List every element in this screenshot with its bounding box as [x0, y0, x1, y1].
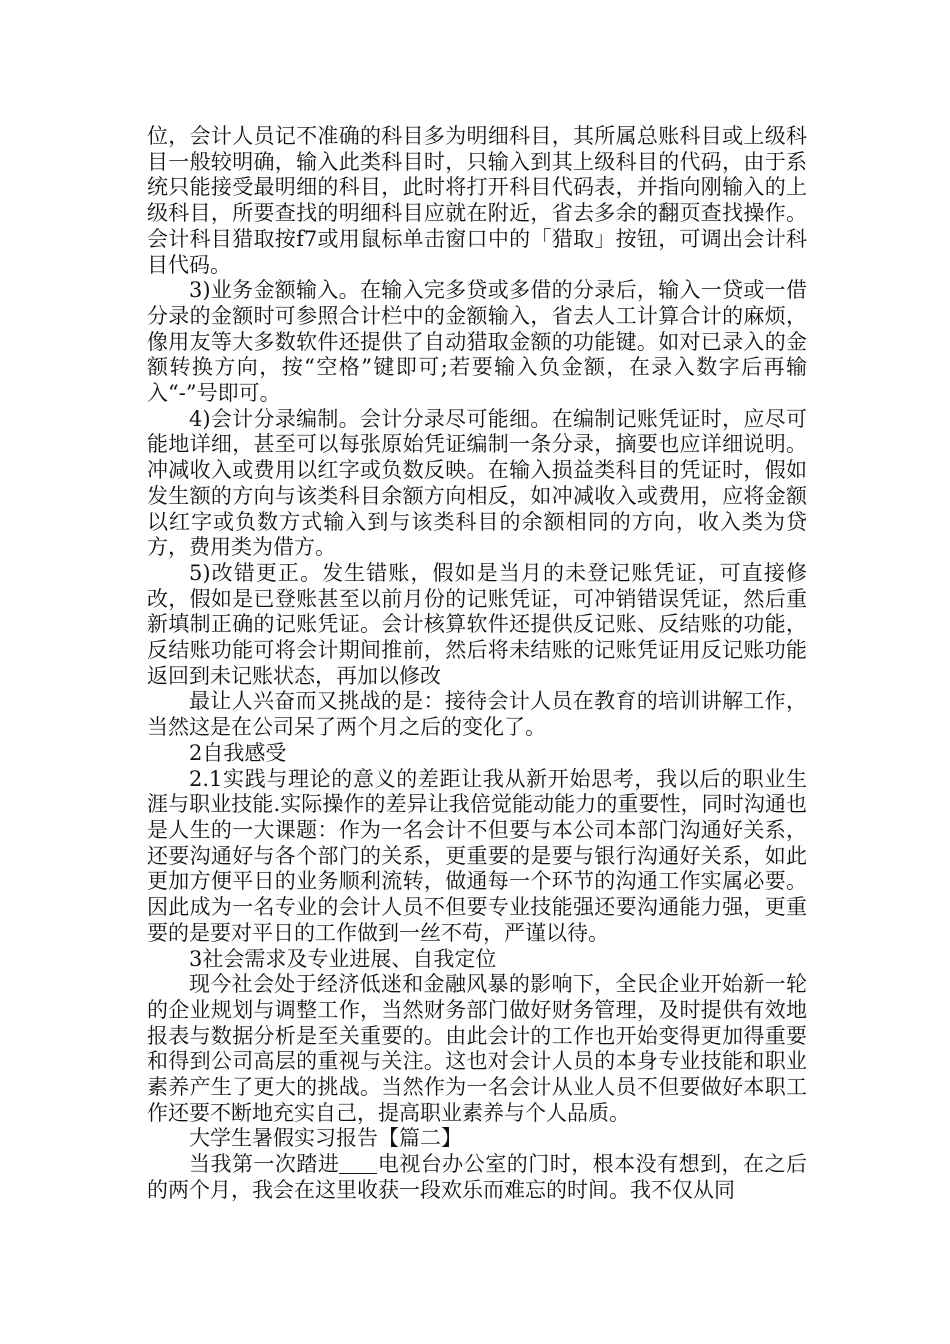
heading-report-part-two: 大学生暑假实习报告【篇二】	[189, 1126, 462, 1151]
paragraph-social-context: 现今社会处于经济低迷和金融风暴的影响下，全民企业开始新一轮的企业规划与调整工作，当然财务部门做好财务管理，及时提供有效地报表与数据分析是至关重要的。由此会计的工作也开始变得更加得重要和得到公司高层的重视与关注。这也对会计人员的本身专业技能和职业素养产生了更大的挑战。当然作为一名会计从业人员不但要做好本职工作还要不断地充实自己，提高职业素养与个人品质。	[147, 972, 807, 1125]
paragraph-challenge: 最让人兴奋而又挑战的是：接待会计人员在教育的培训讲解工作，当然这是在公司呆了两个月之后的变化了。	[147, 689, 807, 740]
heading-self-reflection: 2自我感受	[189, 740, 287, 765]
paragraph-subject-input: 位，会计人员记不准确的科目多为明细科目，其所属总账科目或上级科目一般较明确，输入此类科目时，只输入到其上级科目的代码，由于系统只能接受最明细的科目，此时将打开科目代码表，并指向刚输入的上级科目，所要查找的明细科目应就在附近，省去多余的翻页查找操作。会计科目猎取按f7或用鼠标单击窗口中的「猎取」按钮，可调出会计科目代码。	[147, 124, 807, 277]
paragraph-tv-station	[147, 1152, 807, 1203]
paragraph-amount-input: 3)业务金额输入。在输入完多贷或多借的分录后，输入一贷或一借分录的金额时可参照合计栏中的金额输入，省去人工计算合计的麻烦，像用友等大多数软件还提供了自动猎取金额的功能键。如对已录入的金额转换方向，按“空格”键即可;若要输入负金额，在录入数字后再输入“-”号即可。	[147, 278, 807, 406]
tv-station-text-start: 当我第一次踏进	[189, 1152, 340, 1177]
paragraph-practice-theory: 2.1实践与理论的意义的差距让我从新开始思考，我以后的职业生涯与职业技能.实际操作的差异让我倍觉能动能力的重要性，同时沟通也是人生的一大课题：作为一名会计不但要与本公司本部门沟通好关系，还要沟通好与各个部门的关系，更重要的是要与银行沟通好关系，如此更加方便平日的业务顺利流转，做通每一个环节的沟通工作实属必要。因此成为一名专业的会计人员不但要专业技能强还要沟通能力强，更重要的是要对平日的工作做到一丝不苟，严谨以待。	[147, 766, 807, 945]
document-page	[147, 124, 807, 1204]
heading-social-demand: 3社会需求及专业进展、自我定位	[189, 946, 497, 971]
paragraph-error-correction: 5)改错更正。发生错账，假如是当月的未登记账凭证，可直接修改，假如是已登账甚至以前月份的记账凭证，可冲销错误凭证，然后重新填制正确的记账凭证。会计核算软件还提供反记账、反结账的功能，反结账功能可将会计期间推前，然后将未结账的记账凭证用反记账功能返回到未记账状态，再加以修改	[147, 560, 807, 688]
fill-in-blank-line	[339, 1152, 377, 1174]
paragraph-entry-compilation: 4)会计分录编制。会计分录尽可能细。在编制记账凭证时，应尽可能地详细，甚至可以每张原始凭证编制一条分录，摘要也应详细说明。冲减收入或费用以红字或负数反映。在输入损益类科目的凭证时，假如发生额的方向与该类科目余额方向相反，如冲减收入或费用，应将金额以红字或负数方式输入到与该类科目的余额相同的方向，收入类为贷方，费用类为借方。	[147, 406, 807, 560]
tv-station-text-rest: 电视台办公室的门时，根本没有想到，在之后的两个月，我会在这里收获一段欢乐而难忘的时间。我不仅从同	[147, 1152, 808, 1202]
